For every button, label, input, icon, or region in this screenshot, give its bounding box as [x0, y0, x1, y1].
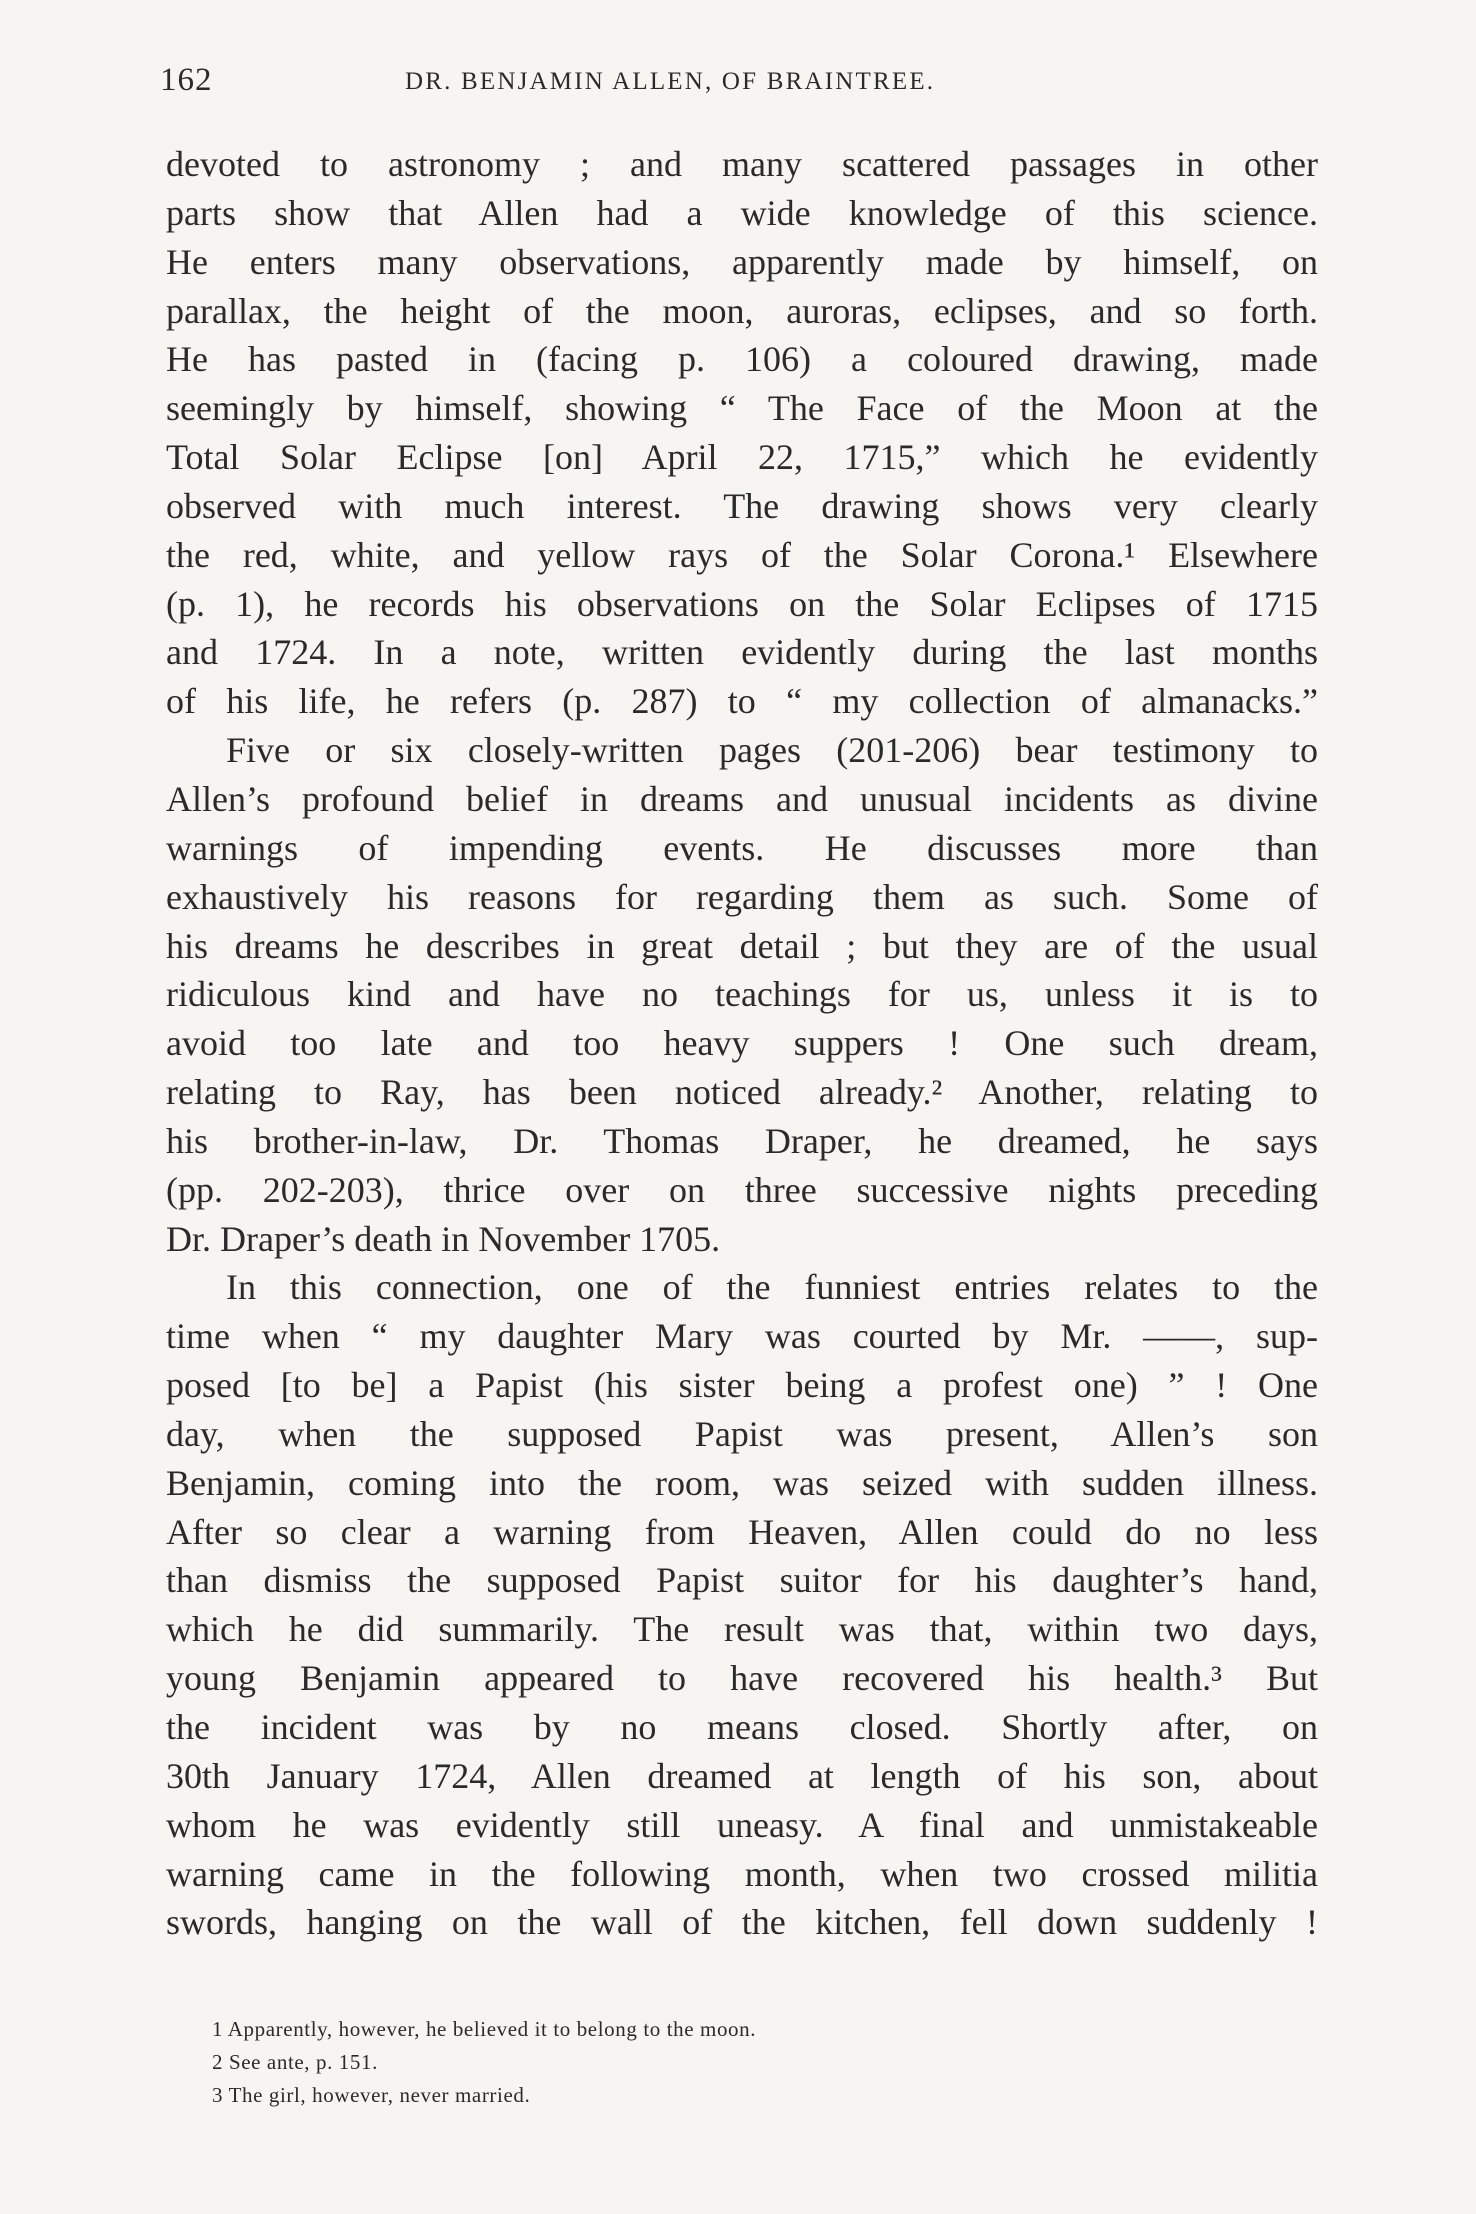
text-line: Dr. Draper’s death in November 1705. — [166, 1218, 721, 1259]
text-line: Five or six closely-written pages (201-206) bear testimony to — [226, 730, 1318, 771]
text-line: than dismiss the supposed Papist suitor for his daughter’s hand, — [166, 1560, 1318, 1601]
text-line: whom he was evidently still uneasy. A final and unmistakeable — [166, 1804, 1318, 1845]
text-line: He enters many observations, apparently made by himself, on — [166, 241, 1318, 282]
text-line: posed [to be] a Papist (his sister being a profest one) ” ! One — [166, 1365, 1318, 1406]
text-line: Total Solar Eclipse [on] April 22, 1715,” which he evidently — [166, 437, 1318, 478]
text-line: seemingly by himself, showing “ The Face of the Moon at the — [166, 388, 1318, 429]
text-line: which he did summarily. The result was that, within two days, — [166, 1609, 1318, 1650]
footnote: 2 See ante, p. 151. — [212, 2050, 378, 2074]
text-line: ridiculous kind and have no teachings for us, unless it is to — [166, 974, 1318, 1015]
text-line: day, when the supposed Papist was present, Allen’s son — [166, 1413, 1318, 1454]
text-line: 30th January 1724, Allen dreamed at length of his son, about — [166, 1755, 1318, 1796]
text-line: He has pasted in (facing p. 106) a coloured drawing, made — [166, 339, 1318, 380]
page-number: 162 — [160, 62, 213, 98]
text-line: exhaustively his reasons for regarding them as such. Some of — [166, 876, 1318, 917]
text-line: the incident was by no means closed. Shortly after, on — [166, 1707, 1318, 1747]
text-line: his dreams he describes in great detail ; but they are of the usual — [166, 925, 1318, 966]
running-head: DR. BENJAMIN ALLEN, OF BRAINTREE. — [405, 68, 936, 95]
text-line: his brother-in-law, Dr. Thomas Draper, he dreamed, he says — [166, 1120, 1318, 1161]
body-text — [166, 140, 1318, 1947]
text-line: and 1724. In a note, written evidently during the last months — [166, 632, 1318, 673]
text-line: In this connection, one of the funniest entries relates to the — [226, 1267, 1318, 1308]
text-line: avoid too late and too heavy suppers ! One such dream, — [166, 1023, 1318, 1064]
text-line: swords, hanging on the wall of the kitchen, fell down suddenly ! — [166, 1902, 1318, 1943]
text-line: After so clear a warning from Heaven, Allen could do no less — [166, 1511, 1318, 1552]
text-line: the red, white, and yellow rays of the Solar Corona.¹ Elsewhere — [166, 534, 1318, 575]
text-line: parallax, the height of the moon, auroras, eclipses, and so forth. — [166, 290, 1318, 331]
footnote: 1 Apparently, however, he believed it to belong to the moon. — [212, 2017, 757, 2041]
text-line: of his life, he refers (p. 287) to “ my collection of almanacks.” — [166, 681, 1318, 722]
footnotes — [212, 2013, 1112, 2112]
footnote: 3 The girl, however, never married. — [212, 2083, 531, 2107]
text-line: young Benjamin appeared to have recovered his health.³ But — [166, 1658, 1318, 1699]
text-line: (p. 1), he records his observations on the Solar Eclipses of 1715 — [166, 583, 1318, 624]
text-line: parts show that Allen had a wide knowledge of this science. — [166, 192, 1318, 233]
text-line: warnings of impending events. He discusses more than — [166, 827, 1318, 868]
text-line: (pp. 202-203), thrice over on three successive nights preceding — [166, 1169, 1318, 1210]
text-line: warning came in the following month, when two crossed militia — [166, 1853, 1318, 1894]
text-line: Benjamin, coming into the room, was seized with sudden illness. — [166, 1462, 1318, 1503]
text-line: devoted to astronomy ; and many scattered passages in other — [166, 144, 1318, 184]
page-header — [160, 62, 1310, 112]
text-line: time when “ my daughter Mary was courted by Mr. ——, sup- — [166, 1316, 1318, 1357]
text-line: relating to Ray, has been noticed already.² Another, relating to — [166, 1072, 1318, 1113]
text-line: Allen’s profound belief in dreams and unusual incidents as divine — [166, 778, 1318, 819]
text-line: observed with much interest. The drawing shows very clearly — [166, 485, 1318, 526]
